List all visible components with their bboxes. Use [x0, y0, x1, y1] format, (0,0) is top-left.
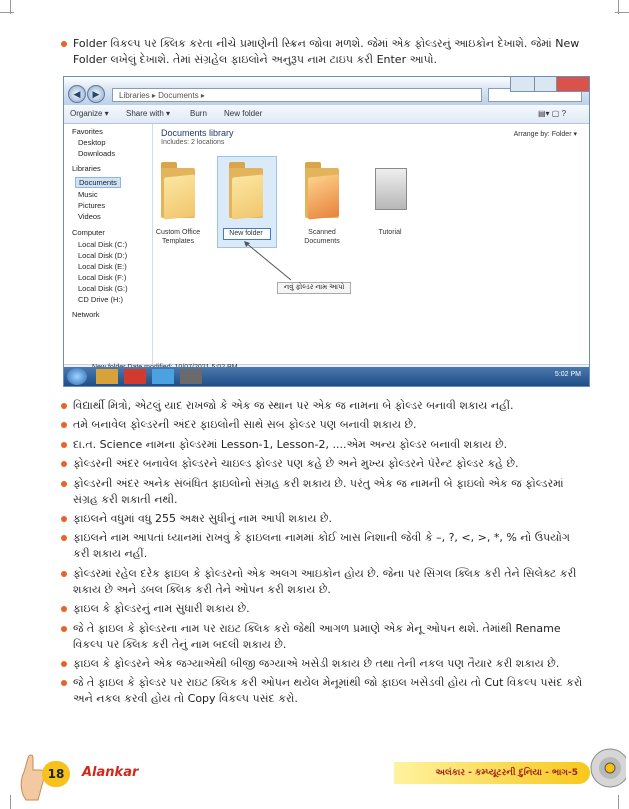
address-bar[interactable]: Libraries ▸ Documents ▸	[112, 88, 482, 102]
list-item: વિદ્યાર્થી મિત્રો, એટલું યાદ રાખજો કે એક જ સ્થાન પર એક જ નામના બે ફોલ્ડર બનાવી શકાય નહીં.	[60, 398, 588, 414]
window-titlebar	[64, 77, 589, 105]
start-button[interactable]	[67, 368, 87, 385]
nav-item[interactable]: Local Disk (C:)	[78, 240, 128, 249]
taskbar-app-icon[interactable]	[152, 369, 174, 384]
folder-label: New folder	[229, 230, 263, 237]
nav-item[interactable]: Network	[72, 310, 100, 319]
intro-list	[60, 36, 580, 68]
folder-icon[interactable]	[161, 162, 195, 218]
nav-item[interactable]: Local Disk (D:)	[78, 251, 128, 260]
taskbar-app-icon[interactable]	[124, 369, 146, 384]
crop-mark	[618, 795, 619, 809]
nav-item[interactable]: Libraries	[72, 164, 101, 173]
back-icon[interactable]: ◀	[68, 85, 86, 103]
list-item: ફાઇલ કે ફોલ્ડરનું નામ સુધારી શકાય છે.	[60, 601, 588, 617]
nav-item[interactable]: Pictures	[78, 201, 106, 210]
series-title: અલંકાર - કમ્પ્યૂટરની દુનિયા - ભાગ-5	[435, 768, 578, 778]
nav-item[interactable]: Computer	[72, 228, 105, 237]
cd-icon	[590, 746, 626, 788]
page-number: 18	[42, 761, 70, 787]
nav-item[interactable]: Desktop	[78, 138, 106, 147]
nav-item[interactable]: Videos	[78, 212, 101, 221]
intro-paragraph: Folder વિકલ્પ પર ક્લિક કરતા નીચે પ્રમાણેની સ્ક્રિન જોવા મળશે. જેમાં એક ફોલ્ડરનું આઇકોન દેખાશે. જેમાં New Folder લખેલું દેખાશે. તેમાં સંગ્રહેલ ફાઇલોને અનુરૂપ નામ ટાઇપ કરી Enter આપો.	[60, 36, 580, 68]
folder-label[interactable]: Scanned Documents	[304, 229, 340, 245]
navigation-pane	[64, 124, 153, 364]
folder-label[interactable]: Custom Office Templates	[155, 229, 201, 245]
close-button[interactable]	[556, 77, 590, 92]
new-folder-button[interactable]: New folder	[224, 109, 263, 118]
nav-item-selected[interactable]: Documents	[75, 177, 121, 188]
forward-icon[interactable]: ▶	[87, 85, 105, 103]
nav-item[interactable]: Downloads	[78, 149, 116, 158]
organize-menu[interactable]: Organize ▾	[70, 109, 109, 118]
file-icon[interactable]	[375, 168, 407, 210]
nav-item[interactable]: Local Disk (G:)	[78, 284, 128, 293]
list-item: ફાઇલ કે ફોલ્ડરને એક જગ્યાએથી બીજી જગ્યાએ ખસેડી શકાય છે તથા તેની નકલ પણ તૈયાર કરી શકાય છે.	[60, 656, 588, 672]
list-item: ફાઇલને વધુમાં વધુ 255 અક્ષર સુધીનું નામ આપી શકાય છે.	[60, 511, 588, 527]
notes-list	[60, 398, 588, 711]
list-item: જે તે ફાઇલ કે ફોલ્ડર પર રાઇટ ક્લિક કરી ઓપન થયેલ મેનૂમાંથી જો ફાઇલ ખસેડવી હોય તો Cut વિકલ્પ પસંદ કરો અને નકલ કરવી હોય તો Copy વિકલ્પ પસંદ કરો.	[60, 675, 588, 707]
list-item: ફોલ્ડરની અંદર બનાવેલ ફોલ્ડરને ચાઇલ્ડ ફોલ્ડર પણ કહે છે અને મુખ્ય ફોલ્ડરને પૅરેન્ટ ફોલ્ડર કહે છે.	[60, 456, 588, 472]
crop-mark	[10, 795, 11, 809]
nav-item[interactable]: Favorites	[72, 127, 103, 136]
taskbar-app-icon[interactable]	[180, 369, 202, 384]
command-bar	[64, 105, 589, 124]
list-item: તમે બનાવેલ ફોલ્ડરની અંદર ફાઇલોની સાથે સબ ફોલ્ડર પણ બનાવી શકાય છે.	[60, 417, 588, 433]
callout-arrow	[243, 240, 303, 286]
list-item: ફાઇલને નામ આપતાં ધ્યાનમાં રાખવું કે ફાઇલના નામમાં કોઈ ખાસ નિશાની જેવી કે –, ?, <, >, *, % નો ઉપયોગ કરી શકાય નહીં.	[60, 530, 588, 562]
burn-button[interactable]: Burn	[190, 109, 207, 118]
maximize-button[interactable]	[534, 77, 558, 92]
view-options-icon[interactable]: ▤▾ ▢ ?	[538, 109, 567, 118]
publisher-logo: Alankar	[82, 765, 139, 780]
minimize-button[interactable]	[510, 77, 536, 92]
taskbar	[64, 367, 589, 386]
nav-item[interactable]: Local Disk (F:)	[78, 273, 127, 282]
list-item: ફોલ્ડરની અંદર અનેક સંબંધિત ફાઇલોનો સંગ્રહ કરી શકાય છે. પરંતુ એક જ નામની બે ફાઇલો એક જ ફોલ્ડરમાં સંગ્રહ કરી શકાતી નથી.	[60, 476, 588, 508]
arrange-by-dropdown[interactable]: Arrange by: Folder ▾	[513, 131, 577, 138]
library-subheader: Includes: 2 locations	[161, 139, 225, 146]
list-item: દા.ત. Science નામના ફોલ્ડરમાં Lesson-1, Lesson-2, ....એમ અન્ય ફોલ્ડર બનાવી શકાય છે.	[60, 437, 588, 453]
nav-item[interactable]: CD Drive (H:)	[78, 295, 123, 304]
file-list-pane	[153, 124, 589, 364]
nav-item[interactable]: Local Disk (E:)	[78, 262, 127, 271]
library-header: Documents library	[161, 128, 234, 138]
system-tray-clock[interactable]: 5:02 PM	[554, 371, 581, 378]
list-item: ફોલ્ડરમાં રહેલ દરેક ફાઇલ કે ફોલ્ડરનો એક અલગ આઇકોન હોય છે. જેના પર સિંગલ ક્લિક કરી તેને સિલેક્ટ કરી શકાય છે અને ડબલ ક્લિક કરી તેને ઓપન કરી શકાય છે.	[60, 566, 588, 598]
share-menu[interactable]: Share with ▾	[126, 109, 171, 118]
crop-mark	[0, 12, 14, 13]
folder-icon[interactable]	[305, 162, 339, 218]
nav-item[interactable]: Music	[78, 190, 98, 199]
file-label[interactable]: Tutorial	[378, 229, 402, 236]
explorer-screenshot	[63, 76, 590, 387]
crop-mark	[615, 12, 629, 13]
folder-icon[interactable]	[229, 162, 263, 218]
callout-label: નવું ફોલ્ડર નામ આપો	[277, 282, 351, 294]
list-item: જે તે ફાઇલ કે ફોલ્ડરના નામ પર રાઇટ ક્લિક કરો જેથી આગળ પ્રમાણે એક મેનૂ ઓપન થશે. તેમાંથી Rename વિકલ્પ પર ક્લિક કરી તેનું નામ બદલી શકાય છે.	[60, 621, 588, 653]
taskbar-app-icon[interactable]	[96, 369, 118, 384]
